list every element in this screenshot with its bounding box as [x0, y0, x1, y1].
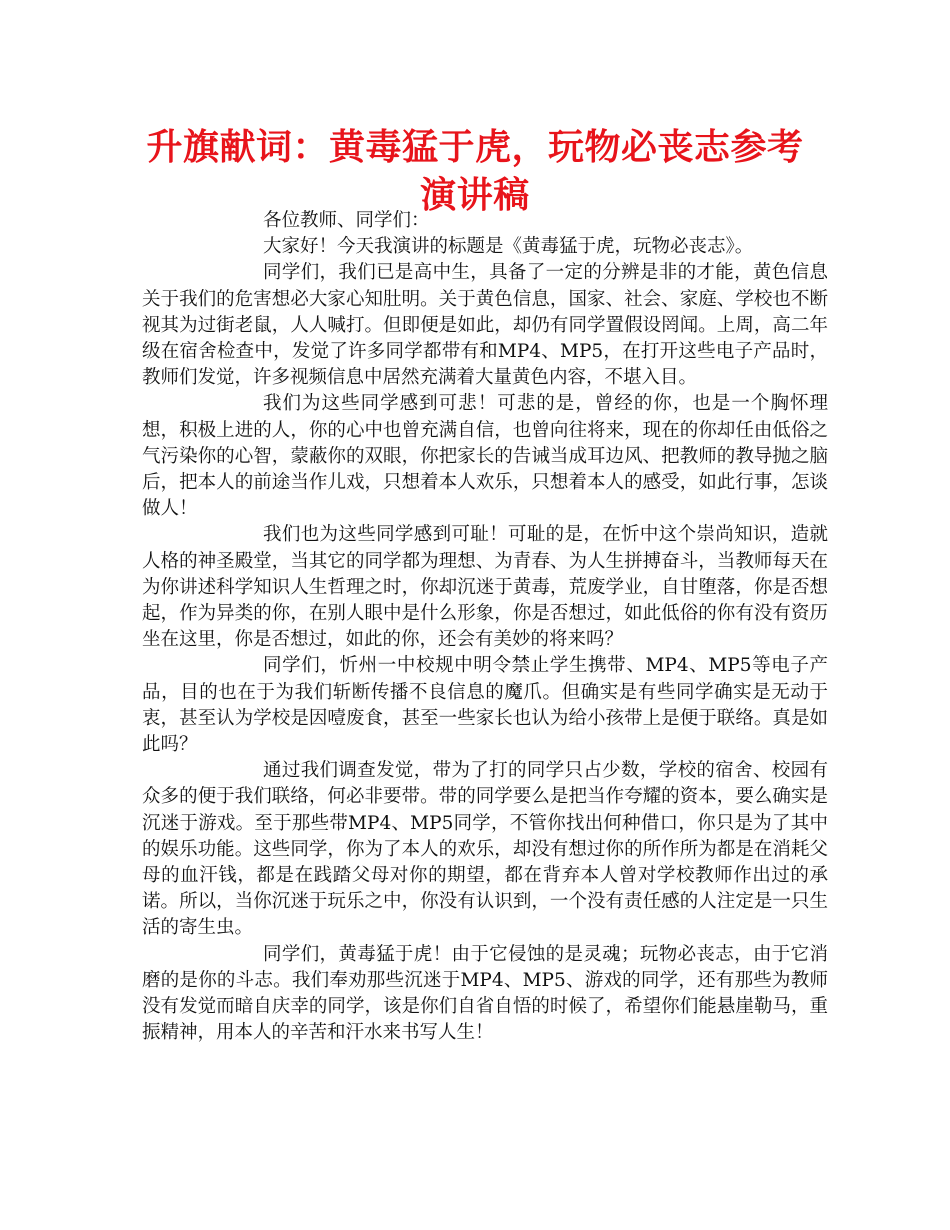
- body-paragraph: 同学们，我们已是高中生，具备了一定的分辨是非的才能，黄色信息关于我们的危害想必大家心知肚明。关于黄色信息，国家、社会、家庭、学校也不断视其为过街老鼠，人人喊打。但即便是如此，却仍有同学置假设罔闻。上周，高二年级在宿舍检查中，发觉了许多同学都带有和MP4、MP5，在打开这些电子产品时，教师们发觉，许多视频信息中居然充满着大量黄色内容，不堪入目。: [142, 262, 828, 389]
- body-paragraph: 我们为这些同学感到可悲！可悲的是，曾经的你，也是一个胸怀理想，积极上进的人，你的心中也曾充满自信，也曾向往将来，现在的你却任由低俗之气污染你的心智，蒙蔽你的双眼，你把家长的告诫当成耳边风、把教师的教导抛之脑后，把本人的前途当作儿戏，只想着本人欢乐，只想着本人的感受，如此行事，怎谈做人！: [142, 393, 828, 520]
- body-paragraph: 大家好！今天我演讲的标题是《黄毒猛于虎，玩物必丧志》。: [263, 236, 754, 258]
- body-paragraph: 通过我们调查发觉，带为了打的同学只占少数，学校的宿舍、校园有众多的便于我们联络，何必非要带。带的同学要么是把当作夸耀的资本，要么确实是沉迷于游戏。至于那些带MP4、MP5同学，不管你找出何种借口，你只是为了其中的娱乐功能。这些同学，你为了本人的欢乐，却没有想过你的所作所为都是在消耗父母的血汗钱，都是在践踏父母对你的期望，都在背弃本人曾对学校教师作出过的承诺。所以，当你沉迷于玩乐之中，你没有认识到，一个没有责任感的人注定是一只生活的寄生虫。: [142, 760, 828, 939]
- body-paragraph: 同学们，忻州一中校规中明令禁止学生携带、MP4、MP5等电子产品，目的也在于为我们斩断传播不良信息的魔爪。但确实是有些同学确实是无动于衷，甚至认为学校是因噎废食，甚至一些家长也认为给小孩带上是便于联络。真是如此吗？: [142, 655, 828, 756]
- document-body: [142, 208, 828, 1047]
- closing-paragraph: 同学们，黄毒猛于虎！由于它侵蚀的是灵魂；玩物必丧志，由于它消磨的是你的斗志。我们奉劝那些沉迷于MP4、MP5、游戏的同学，还有那些为教师没有发觉而暗自庆幸的同学，该是你们自省自悟的时候了，希望你们能悬崖勒马，重振精神，用本人的辛苦和汗水来书写人生！: [142, 943, 828, 1044]
- body-paragraph: 我们也为这些同学感到可耻！可耻的是，在忻中这个崇尚知识，造就人格的神圣殿堂，当其它的同学都为理想、为青春、为人生拼搏奋斗，当教师每天在为你讲述科学知识人生哲理之时，你却沉迷于黄毒，荒废学业，自甘堕落，你是否想起，作为异类的你，在别人眼中是什么形象，你是否想过，如此低俗的你有没有资历坐在这里，你是否想过，如此的你，还会有美妙的将来吗？: [142, 524, 828, 651]
- title-line-2: 演讲稿: [420, 175, 530, 216]
- document-title: [130, 124, 820, 220]
- salutation-paragraph: 各位教师、同学们：: [263, 210, 430, 231]
- title-line-1: 升旗献词：黄毒猛于虎，玩物必丧志参考: [146, 127, 804, 168]
